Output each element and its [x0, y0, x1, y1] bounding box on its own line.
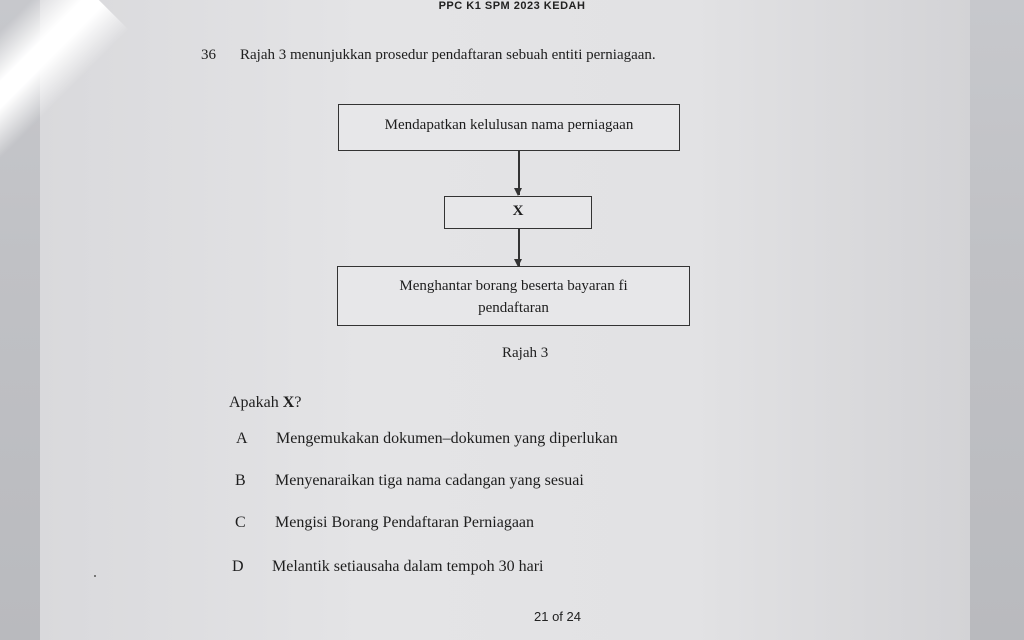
- option-c[interactable]: [235, 514, 534, 532]
- question-prompt: [229, 394, 301, 412]
- flow-arrow-down-icon: [518, 229, 520, 266]
- diagram-caption: Rajah 3: [502, 345, 549, 361]
- option-text: Menyenaraikan tiga nama cadangan yang sesuai: [275, 472, 584, 489]
- option-b[interactable]: [235, 472, 584, 490]
- option-letter: A: [236, 430, 248, 447]
- option-letter: C: [235, 514, 246, 531]
- question-number: 36: [201, 47, 216, 63]
- flow-step-3: [337, 266, 690, 326]
- flow-arrow-down-icon: [518, 151, 520, 195]
- page-number: 21 of 24: [534, 609, 581, 624]
- flow-step-2: [444, 196, 592, 229]
- option-letter: D: [232, 558, 244, 575]
- option-text: Melantik setiausaha dalam tempoh 30 hari: [272, 558, 544, 575]
- prompt-text-before: Apakah: [229, 394, 283, 411]
- option-d[interactable]: [232, 558, 543, 576]
- page-header: PPC K1 SPM 2023 KEDAH: [438, 0, 586, 12]
- option-text: Mengisi Borang Pendaftaran Perniagaan: [275, 514, 535, 531]
- flow-step-3-line-2: pendaftaran: [478, 300, 549, 316]
- prompt-text-after: ?: [294, 394, 302, 411]
- option-a[interactable]: [236, 430, 618, 448]
- flow-step-1: [338, 104, 680, 151]
- dust-speck: [94, 575, 96, 577]
- option-letter: B: [235, 472, 246, 489]
- flow-step-1-label: Mendapatkan kelulusan nama perniagaan: [384, 117, 634, 133]
- flow-step-2-label: X: [512, 203, 524, 219]
- flow-step-3-line-1: Menghantar borang beserta bayaran fi: [399, 278, 628, 294]
- option-text: Mengemukakan dokumen–dokumen yang diperlukan: [276, 430, 618, 447]
- question-text: Rajah 3 menunjukkan prosedur pendaftaran sebuah entiti perniagaan.: [240, 47, 656, 63]
- prompt-bold-x: X: [282, 394, 295, 411]
